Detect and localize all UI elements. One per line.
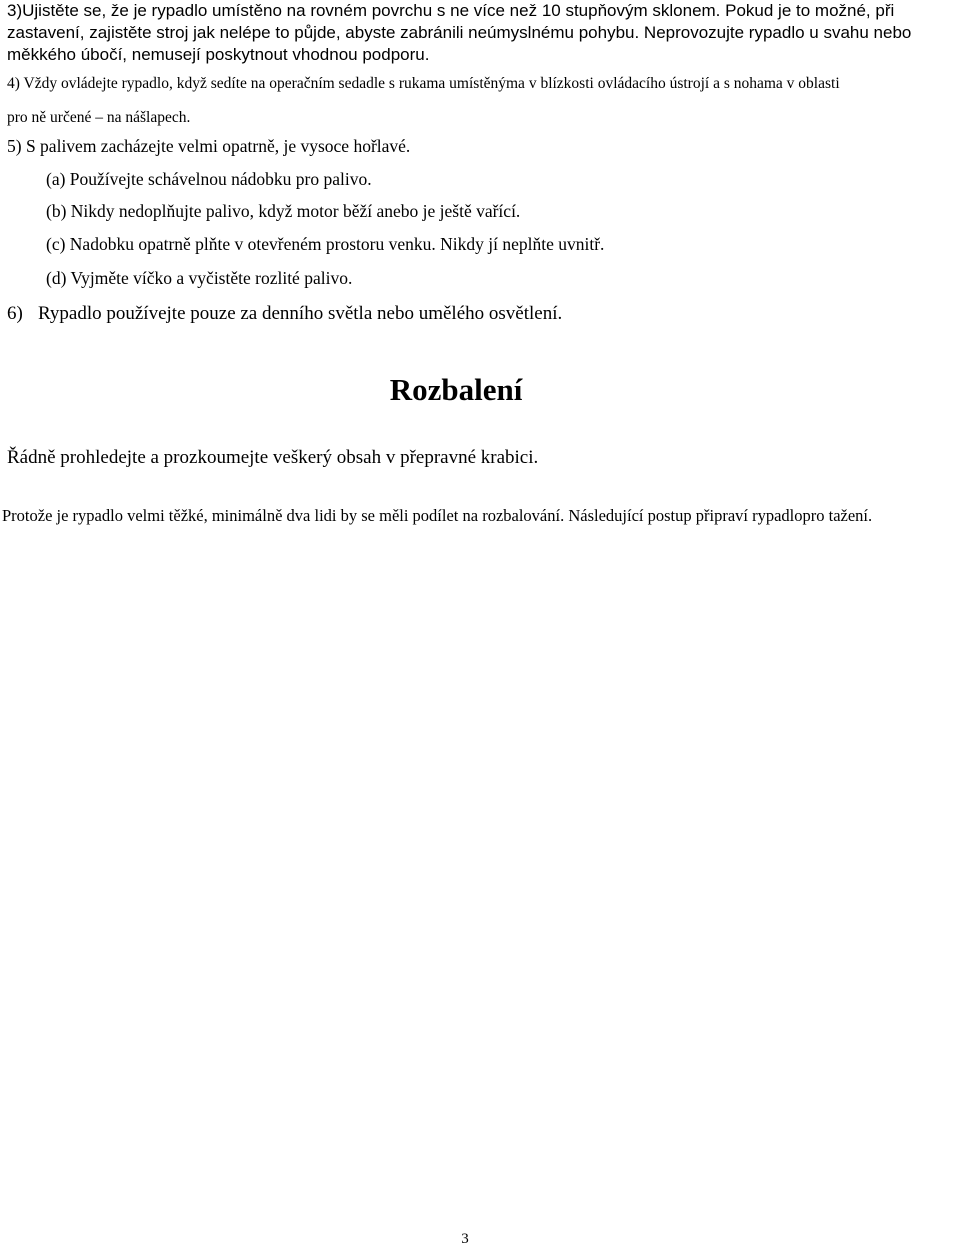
unpacking-info-paragraph: Protože je rypadlo velmi těžké, minimálně dva lidi by se měli podílet na rozbalování. Následující postup připraví rypadlopro tažení. bbox=[2, 506, 873, 525]
safety-item-6-text: Rypadlo používejte pouze za denního světla nebo umělého osvětlení. bbox=[38, 303, 563, 324]
safety-item-5: 5) S palivem zacházejte velmi opatrně, je vysoce hořlavé. bbox=[7, 136, 411, 156]
safety-item-4-line-2: pro ně určené – na nášlapech. bbox=[7, 109, 191, 126]
safety-item-6-number: 6) bbox=[7, 303, 23, 324]
fuel-subitem-a: (a) Používejte schávelnou nádobku pro palivo. bbox=[46, 169, 372, 189]
fuel-subitem-c: (c) Nadobku opatrně plňte v otevřeném prostoru venku. Nikdy jí neplňte uvnitř. bbox=[46, 234, 605, 254]
page-number: 3 bbox=[461, 1231, 469, 1247]
safety-item-6 bbox=[7, 301, 562, 327]
fuel-subitem-b: (b) Nikdy nedoplňujte palivo, když motor běží anebo je ještě vařící. bbox=[46, 201, 521, 221]
safety-item-3-line-3: měkkého úbočí, nemusejí poskytnout vhodnou podporu. bbox=[7, 45, 430, 64]
safety-item-3-line-1: 3)Ujistěte se, že je rypadlo umístěno na rovném povrchu s ne více než 10 stupňovým sklonem. Pokud je to možné, při bbox=[7, 1, 895, 20]
safety-item-4-line-1: 4) Vždy ovládejte rypadlo, když sedíte na operačním sedadle s rukama umístěnýma v blízkosti ovládacího ústrojí a s nohama v oblasti bbox=[7, 75, 840, 92]
fuel-subitem-d: (d) Vyjměte víčko a vyčistěte rozlité palivo. bbox=[46, 268, 353, 288]
safety-item-4 bbox=[7, 67, 840, 135]
safety-item-3-line-2: zastavení, zajistěte stroj jak nelépe to půjde, abyste zabránili neúmyslnému pohybu. Neprovozujte rypadlo u svahu nebo bbox=[7, 23, 912, 42]
safety-item-3 bbox=[7, 0, 911, 66]
section-heading: Rozbalení bbox=[389, 372, 523, 407]
unpacking-inspect-paragraph: Řádně prohledejte a prozkoumejte veškerý obsah v přepravné krabici. bbox=[7, 447, 539, 468]
